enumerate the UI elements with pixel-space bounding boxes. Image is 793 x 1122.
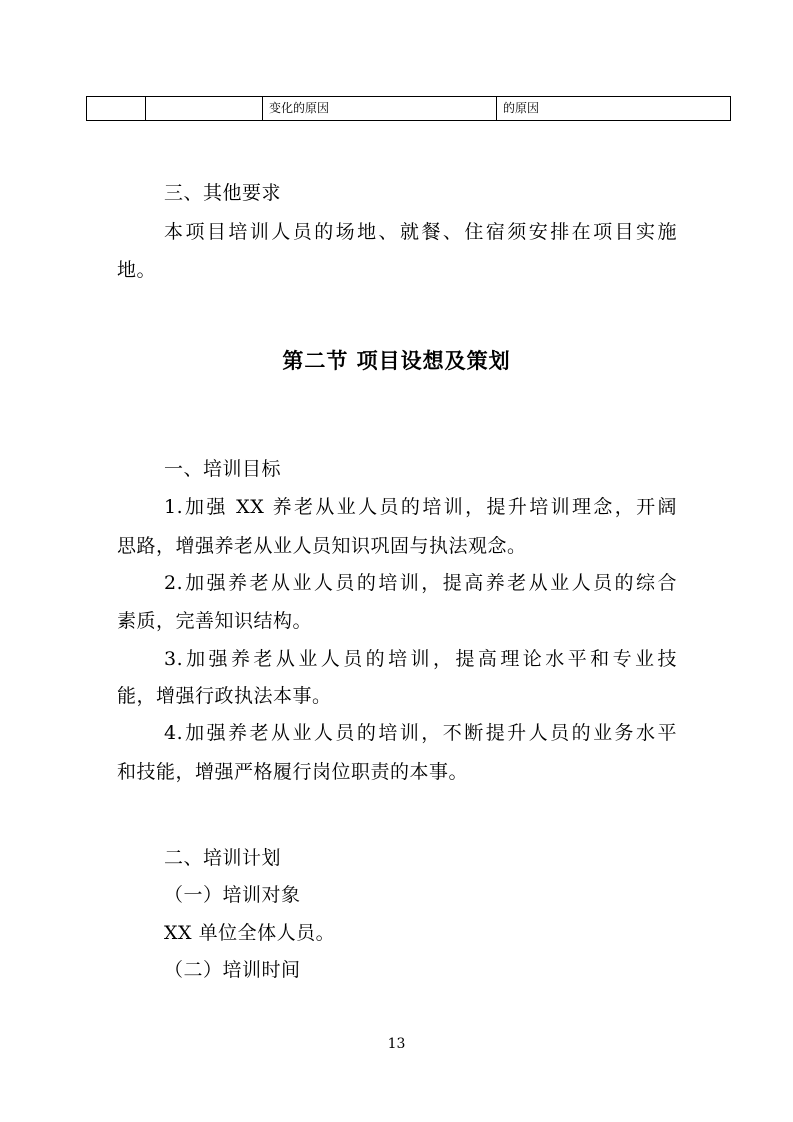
subheading-training-target: （一）培训对象	[164, 884, 301, 906]
goal-item-2-line-1: 2.加强养老从业人员的培训，提高养老从业人员的综合	[164, 572, 677, 594]
table-cell-3: 变化的原因	[263, 97, 497, 121]
heading-training-plan: 二、培训计划	[164, 847, 282, 869]
section-title: 第二节 项目设想及策划	[282, 349, 511, 373]
goal-item-3-line-2: 能，增强行政执法本事。	[117, 685, 332, 707]
heading-training-goals: 一、培训目标	[164, 458, 282, 480]
goal-item-4-line-1: 4.加强养老从业人员的培训，不断提升人员的业务水平	[164, 722, 677, 744]
goal-item-1-line-1: 1.加强 XX 养老从业人员的培训，提升培训理念，开阔	[164, 496, 677, 518]
table-cell-1	[87, 97, 146, 121]
paragraph-training-target: XX 单位全体人员。	[164, 922, 336, 944]
table-fragment	[86, 96, 731, 121]
subheading-training-time: （二）培训时间	[164, 959, 301, 981]
paragraph-line: 地。	[117, 259, 157, 281]
goal-item-1-line-2: 思路，增强养老从业人员知识巩固与执法观念。	[117, 535, 527, 557]
paragraph-line: 本项目培训人员的场地、就餐、住宿须安排在项目实施	[164, 221, 677, 243]
goal-item-3-line-1: 3.加强养老从业人员的培训，提高理论水平和专业技	[164, 648, 677, 670]
table-cell-2	[146, 97, 263, 121]
goal-item-4-line-2: 和技能，增强严格履行岗位职责的本事。	[117, 761, 469, 783]
page-number: 13	[387, 1036, 406, 1052]
heading-other-requirements: 三、其他要求	[164, 182, 282, 204]
table-row	[87, 97, 731, 121]
table-cell-4: 的原因	[497, 97, 731, 121]
goal-item-2-line-2: 素质，完善知识结构。	[117, 610, 313, 632]
